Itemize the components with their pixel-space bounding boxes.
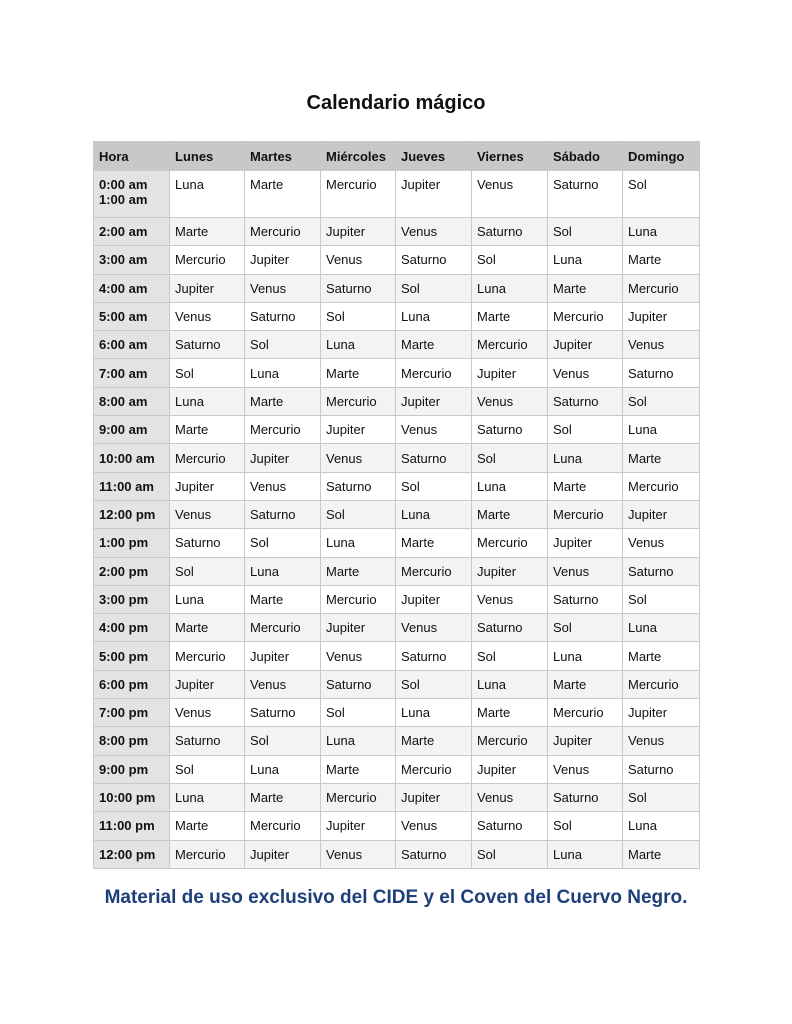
planet-cell: Mercurio [321,387,396,415]
planet-cell: Mercurio [245,812,321,840]
hour-cell [94,274,170,302]
planet-cell: Venus [170,699,245,727]
planet-cell: Marte [623,246,700,274]
planet-cell: Jupiter [548,529,623,557]
column-header: Martes [245,142,321,171]
hour-label: 3:00 am [99,252,148,268]
hour-cell [94,727,170,755]
planet-cell: Marte [623,840,700,868]
hour-label: 10:00 am [99,450,155,466]
planet-cell: Sol [245,529,321,557]
hour-cell [94,783,170,811]
table-row [94,670,700,698]
planet-cell: Sol [623,585,700,613]
table-row [94,500,700,528]
planet-cell: Jupiter [396,171,472,218]
planet-cell: Jupiter [321,218,396,246]
planet-cell: Mercurio [170,444,245,472]
planet-cell: Marte [548,670,623,698]
planet-cell: Mercurio [472,529,548,557]
planet-cell: Jupiter [623,500,700,528]
table-header [94,142,700,171]
planet-cell: Sol [623,387,700,415]
planet-cell: Jupiter [170,670,245,698]
planet-cell: Marte [245,783,321,811]
planet-cell: Luna [321,727,396,755]
planet-cell: Marte [396,331,472,359]
planet-cell: Saturno [472,614,548,642]
planet-cell: Marte [623,642,700,670]
planet-cell: Saturno [170,727,245,755]
planet-cell: Mercurio [472,727,548,755]
hour-label: 4:00 am [99,280,148,296]
planet-cell: Sol [472,246,548,274]
planet-cell: Venus [472,585,548,613]
planet-cell: Sol [245,331,321,359]
planet-cell: Marte [170,614,245,642]
planet-cell: Venus [472,387,548,415]
hour-label: 5:00 am [99,309,148,325]
planet-cell: Sol [321,302,396,330]
planet-cell: Mercurio [321,783,396,811]
planet-cell: Jupiter [321,812,396,840]
planet-cell: Venus [548,359,623,387]
planet-cell: Venus [245,670,321,698]
planet-cell: Sol [396,472,472,500]
planet-cell: Venus [472,783,548,811]
planet-cell: Marte [321,359,396,387]
planet-cell: Saturno [548,585,623,613]
planet-cell: Mercurio [245,416,321,444]
planet-cell: Marte [396,727,472,755]
hour-label: 1:00 am [99,192,148,207]
planet-cell: Luna [170,783,245,811]
planet-cell: Sol [321,699,396,727]
column-header: Sábado [548,142,623,171]
planet-cell: Sol [170,557,245,585]
table-row [94,246,700,274]
hour-cell [94,614,170,642]
planet-cell: Luna [245,557,321,585]
table-body [94,171,700,869]
planet-cell: Jupiter [170,472,245,500]
hour-label: 12:00 pm [99,846,156,862]
planet-cell: Venus [396,614,472,642]
planet-cell: Saturno [321,274,396,302]
planet-cell: Sol [321,500,396,528]
planet-cell: Saturno [548,783,623,811]
planet-cell: Sol [472,840,548,868]
planet-cell: Mercurio [245,614,321,642]
hour-cell [94,840,170,868]
planet-cell: Venus [472,171,548,218]
planet-cell: Jupiter [245,444,321,472]
hour-cell [94,812,170,840]
planet-cell: Luna [321,529,396,557]
hour-label: 9:00 pm [99,761,149,777]
planet-cell: Mercurio [321,171,396,218]
planet-cell: Venus [623,331,700,359]
hour-label: 0:00 am [99,177,148,192]
planet-cell: Luna [623,614,700,642]
hour-label: 8:00 am [99,393,148,409]
planet-cell: Jupiter [245,840,321,868]
table-row [94,274,700,302]
planet-cell: Sol [623,783,700,811]
hour-cell [94,246,170,274]
hour-cell [94,500,170,528]
planet-cell: Luna [623,416,700,444]
planet-cell: Luna [623,812,700,840]
table-row [94,699,700,727]
table-row [94,755,700,783]
planet-cell: Sol [245,727,321,755]
planet-cell: Saturno [170,529,245,557]
hour-cell [94,171,170,218]
hour-cell [94,670,170,698]
planet-cell: Saturno [623,359,700,387]
planet-cell: Saturno [396,444,472,472]
planet-cell: Luna [396,699,472,727]
planet-cell: Saturno [321,472,396,500]
table-row [94,585,700,613]
planet-cell: Luna [548,642,623,670]
planet-cell: Venus [321,246,396,274]
planet-cell: Jupiter [472,557,548,585]
column-header: Domingo [623,142,700,171]
hour-label: 10:00 pm [99,790,156,806]
hour-label: 3:00 pm [99,592,149,607]
hour-label: 2:00 am [99,224,148,240]
planet-cell: Jupiter [321,416,396,444]
hour-label: 6:00 pm [99,676,149,692]
planet-cell: Venus [623,529,700,557]
planet-cell: Venus [548,755,623,783]
hour-cell [94,331,170,359]
planet-cell: Marte [245,171,321,218]
planet-cell: Venus [623,727,700,755]
hour-label: 7:00 pm [99,705,149,721]
planet-cell: Mercurio [396,359,472,387]
planet-cell: Sol [623,171,700,218]
planet-cell: Sol [548,812,623,840]
hour-cell [94,218,170,246]
planet-cell: Sol [170,359,245,387]
planet-cell: Saturno [548,171,623,218]
planet-cell: Saturno [321,670,396,698]
hour-label: 8:00 pm [99,733,149,749]
planet-cell: Luna [548,246,623,274]
planet-cell: Venus [321,444,396,472]
planet-cell: Marte [472,699,548,727]
planet-cell: Venus [548,557,623,585]
planet-cell: Marte [472,302,548,330]
planet-cell: Jupiter [396,387,472,415]
planet-cell: Marte [170,218,245,246]
planet-cell: Sol [472,444,548,472]
table-row [94,529,700,557]
table-row [94,783,700,811]
table-row [94,840,700,868]
planet-cell: Venus [170,302,245,330]
planet-cell: Jupiter [623,699,700,727]
planet-cell: Mercurio [321,585,396,613]
table-row [94,472,700,500]
table-row [94,359,700,387]
planet-cell: Marte [170,812,245,840]
planet-cell: Venus [396,812,472,840]
planet-cell: Saturno [623,755,700,783]
planet-cell: Jupiter [396,585,472,613]
table-row [94,557,700,585]
hour-label: 12:00 pm [99,507,156,523]
planet-cell: Saturno [245,500,321,528]
planet-cell: Luna [548,840,623,868]
planet-cell: Mercurio [548,500,623,528]
planet-cell: Sol [396,274,472,302]
planet-cell: Luna [170,387,245,415]
planet-cell: Luna [548,444,623,472]
column-header: Miércoles [321,142,396,171]
hour-cell [94,387,170,415]
planet-cell: Luna [472,670,548,698]
planet-cell: Sol [548,218,623,246]
planet-cell: Marte [245,585,321,613]
planet-cell: Marte [396,529,472,557]
hour-label: 1:00 pm [99,535,149,551]
planet-cell: Mercurio [623,472,700,500]
table-row [94,416,700,444]
planet-cell: Jupiter [623,302,700,330]
planet-cell: Luna [396,302,472,330]
planet-cell: Jupiter [245,642,321,670]
hour-cell [94,472,170,500]
planet-cell: Marte [548,472,623,500]
hour-label: 6:00 am [99,337,148,353]
planet-cell: Saturno [245,302,321,330]
hour-label: 9:00 am [99,422,148,438]
planet-cell: Jupiter [548,727,623,755]
planet-cell: Venus [245,472,321,500]
planet-cell: Jupiter [170,274,245,302]
table-row [94,444,700,472]
table-row [94,727,700,755]
planet-cell: Mercurio [472,331,548,359]
planet-cell: Mercurio [170,642,245,670]
hour-label: 7:00 am [99,365,148,381]
planet-cell: Sol [548,614,623,642]
planet-cell: Luna [396,500,472,528]
hour-cell [94,642,170,670]
planet-cell: Luna [472,274,548,302]
planet-cell: Mercurio [548,699,623,727]
footer-notice: Material de uso exclusivo del CIDE y el Coven del Cuervo Negro. [104,887,688,908]
column-header: Hora [94,142,170,171]
hour-label: 5:00 pm [99,648,149,664]
column-header: Viernes [472,142,548,171]
planet-cell: Mercurio [170,246,245,274]
table-row [94,387,700,415]
table-row [94,171,700,218]
planet-cell: Jupiter [548,331,623,359]
hour-cell [94,359,170,387]
planet-cell: Venus [321,642,396,670]
planet-cell: Venus [245,274,321,302]
planet-cell: Saturno [472,416,548,444]
column-header: Lunes [170,142,245,171]
header-row [94,142,700,171]
magic-calendar-table [93,141,700,869]
planet-cell: Saturno [623,557,700,585]
page-title: Calendario mágico [306,92,486,114]
planet-cell: Marte [321,755,396,783]
planet-cell: Luna [321,331,396,359]
planet-cell: Saturno [396,840,472,868]
planet-cell: Venus [321,840,396,868]
hour-cell [94,755,170,783]
planet-cell: Jupiter [472,359,548,387]
planet-cell: Saturno [245,699,321,727]
planet-cell: Mercurio [245,218,321,246]
planet-cell: Sol [472,642,548,670]
hour-label: 2:00 pm [99,563,149,579]
planet-cell: Luna [245,755,321,783]
planet-cell: Saturno [548,387,623,415]
table-row [94,218,700,246]
planet-cell: Mercurio [396,755,472,783]
hour-cell [94,444,170,472]
planet-cell: Venus [170,500,245,528]
planet-cell: Marte [548,274,623,302]
hour-cell [94,585,170,613]
planet-cell: Marte [245,387,321,415]
planet-cell: Marte [472,500,548,528]
planet-cell: Luna [245,359,321,387]
planet-cell: Sol [396,670,472,698]
planet-cell: Jupiter [321,614,396,642]
planet-cell: Venus [396,218,472,246]
planet-cell: Sol [548,416,623,444]
planet-cell: Marte [623,444,700,472]
hour-cell [94,416,170,444]
planet-cell: Saturno [170,331,245,359]
table-row [94,642,700,670]
planet-cell: Luna [170,585,245,613]
hour-cell [94,529,170,557]
planet-cell: Mercurio [623,670,700,698]
table-row [94,614,700,642]
planet-cell: Jupiter [245,246,321,274]
planet-cell: Saturno [472,812,548,840]
planet-cell: Mercurio [170,840,245,868]
hour-cell [94,557,170,585]
planet-cell: Saturno [396,246,472,274]
hour-cell [94,302,170,330]
planet-cell: Jupiter [396,783,472,811]
planet-cell: Marte [170,416,245,444]
planet-cell: Sol [170,755,245,783]
hour-label: 11:00 am [99,478,154,494]
planet-cell: Marte [321,557,396,585]
table-row [94,812,700,840]
planet-cell: Venus [396,416,472,444]
hour-label: 4:00 pm [99,620,149,636]
table-row [94,331,700,359]
planet-cell: Mercurio [548,302,623,330]
planet-cell: Mercurio [396,557,472,585]
planet-cell: Luna [170,171,245,218]
hour-label: 11:00 pm [99,818,155,834]
planet-cell: Saturno [472,218,548,246]
planet-cell: Mercurio [623,274,700,302]
planet-cell: Jupiter [472,755,548,783]
table-row [94,302,700,330]
planet-cell: Saturno [396,642,472,670]
hour-cell [94,699,170,727]
planet-cell: Luna [472,472,548,500]
column-header: Jueves [396,142,472,171]
planet-cell: Luna [623,218,700,246]
